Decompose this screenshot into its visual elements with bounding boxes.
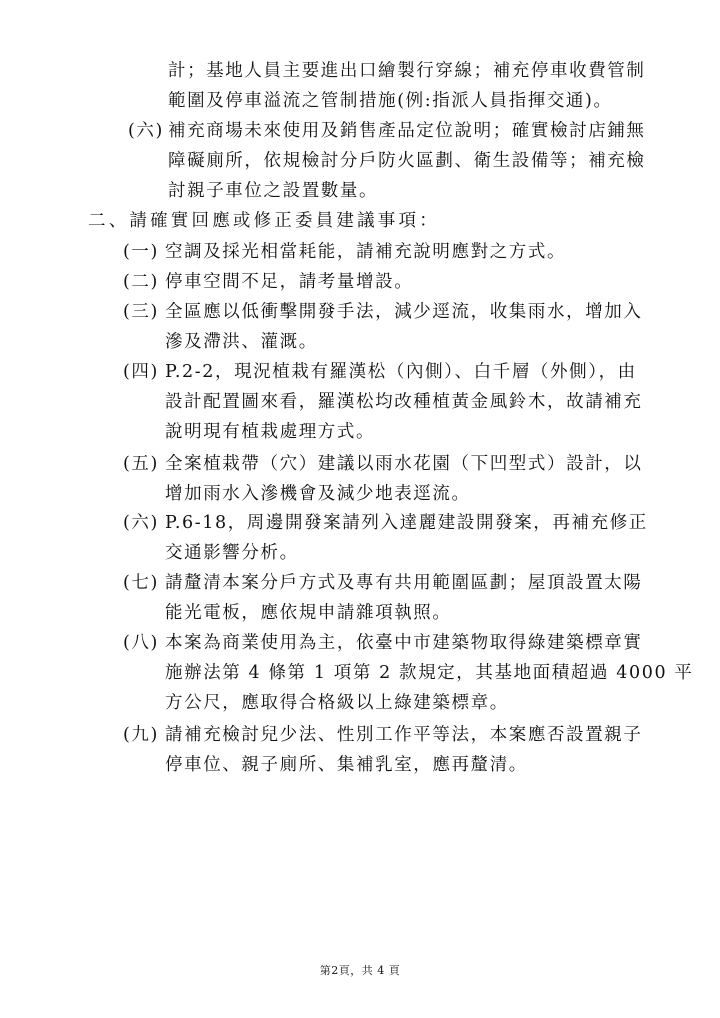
list-item-3	[123, 297, 643, 357]
page-number: 第2頁，共 4 頁	[319, 964, 401, 977]
text-line: 計；基地人員主要進出口繪製行穿線；補充停車收費管制	[168, 61, 646, 81]
list-item-4	[123, 357, 643, 447]
list-item-9	[123, 720, 643, 780]
item-marker: (七)	[123, 573, 159, 593]
item-marker: (九)	[123, 725, 159, 745]
text-line: 空調及採光相當耗能，請補充說明應對之方式。	[165, 242, 567, 262]
item-marker: (六)	[123, 513, 159, 533]
text-line: 交通影響分析。	[165, 543, 299, 563]
list-item-8	[123, 628, 694, 718]
text-line: 請釐清本案分戶方式及專有共用範圍區劃；屋頂設置太陽	[165, 573, 643, 593]
text-line: 施辦法第 4 條第 1 項第 2 款規定，其基地面積超過 4000 平	[165, 663, 694, 683]
text-line: 全案植栽帶（穴）建議以雨水花園（下凹型式）設計，以	[165, 454, 643, 474]
text-line: 請補充檢討兒少法、性別工作平等法，本案應否設置親子	[165, 725, 643, 745]
text-line: 方公尺，應取得合格級以上綠建築標章。	[165, 693, 509, 713]
item-marker: (四)	[123, 362, 159, 382]
text-line: 本案為商業使用為主，依臺中市建築物取得綠建築標章實	[165, 633, 643, 653]
text-line: 停車空間不足，請考量增設。	[165, 272, 414, 292]
text-line: P.2-2，現況植栽有羅漢松（內側）、白千層（外側），由	[165, 362, 637, 382]
text-line: 補充商場未來使用及銷售產品定位說明；確實檢討店鋪無	[168, 121, 646, 141]
text-line: 增加雨水入滲機會及減少地表逕流。	[165, 484, 471, 504]
text-line: 設計配置圖來看，羅漢松均改種植黃金風鈴木，故請補充	[165, 392, 643, 412]
item-marker: (一)	[123, 242, 159, 262]
item-marker: (二)	[123, 272, 159, 292]
text-line: 滲及滯洪、灌溉。	[165, 332, 318, 352]
text-line: 停車位、親子廁所、集補乳室，應再釐清。	[165, 755, 528, 775]
text-line: 討親子車位之設置數量。	[168, 181, 379, 201]
continuation-paragraph	[168, 56, 646, 116]
section-heading	[88, 206, 440, 236]
item-marker: (八)	[123, 633, 159, 653]
item-marker: (三)	[123, 302, 159, 322]
list-item-6	[123, 508, 648, 568]
item-marker: (六)	[128, 121, 164, 141]
list-item-2	[123, 267, 414, 297]
text-line: 說明現有植栽處理方式。	[165, 422, 376, 442]
text-line: 全區應以低衝擊開發手法，減少逕流，收集雨水，增加入	[165, 302, 643, 322]
list-item-1	[123, 237, 567, 267]
list-item-5	[123, 449, 643, 509]
text-line: 範圍及停車溢流之管制措施(例:指派人員指揮交通)。	[168, 91, 613, 111]
section-two-heading: 二、請確實回應或修正委員建議事項：	[88, 211, 440, 231]
text-line: 障礙廁所，依規檢討分戶防火區劃、衛生設備等；補充檢	[168, 151, 646, 171]
list-item-prev-6	[128, 116, 646, 206]
item-marker: (五)	[123, 454, 159, 474]
text-line: 能光電板，應依規申請雜項執照。	[165, 603, 452, 623]
list-item-7	[123, 568, 643, 628]
text-line: P.6-18，周邊開發案請列入達麗建設開發案，再補充修正	[165, 513, 648, 533]
